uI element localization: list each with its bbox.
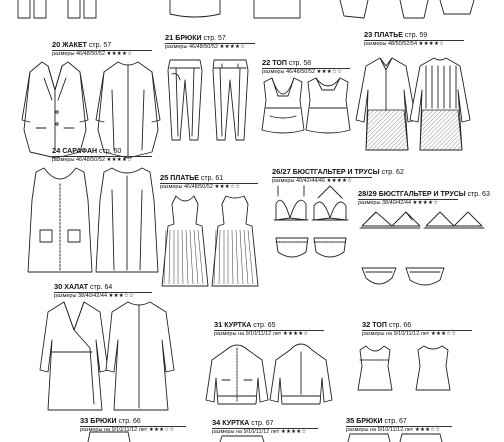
item-page: стр. 60 (99, 148, 122, 155)
item-page: стр. 59 (404, 32, 428, 39)
size-range: размеры на 9/10/11/12 лет (212, 429, 280, 435)
item-24-title (52, 147, 121, 155)
item-22-title (262, 59, 311, 67)
item-25-sizes (160, 185, 240, 191)
sketch-top-32 (358, 346, 450, 390)
size-range: размеры на 9/10/11/12 лет (214, 331, 282, 337)
size-range: размеры 38/40/42/44 (358, 200, 412, 206)
item-page: стр. 57 (88, 42, 112, 49)
size-range: размеры 48/50/52/54 (364, 41, 418, 47)
item-number: 31 (214, 320, 223, 329)
item-32-sizes (362, 332, 457, 338)
item-number: 20 (52, 40, 61, 49)
difficulty-stars: ★★★★☆ (326, 178, 353, 184)
difficulty-stars: ★★★★☆ (282, 331, 309, 337)
item-page: стр. 67 (251, 420, 274, 427)
size-range: размеры 46/48/50/52 (160, 184, 214, 190)
item-name: БЮСТГАЛЬТЕР И ТРУСЫ (292, 169, 380, 176)
sketch-jacket-31 (206, 344, 332, 404)
sketch-sarafan-24 (28, 168, 158, 272)
item-name: БРЮКИ (175, 35, 202, 42)
item-35-title (346, 417, 407, 425)
item-number: 26/27 (272, 167, 291, 176)
item-page: стр. 66 (388, 322, 412, 329)
item-page: стр. 67 (384, 418, 407, 425)
difficulty-stars: ★★★★☆ (418, 41, 445, 47)
item-number: 25 (160, 173, 169, 182)
difficulty-stars: ★★★★☆ (412, 200, 439, 206)
item-name: БРЮКИ (356, 418, 383, 425)
item-33-title (80, 417, 141, 425)
top-cropped-sketches (18, 0, 474, 18)
item-number: 33 (80, 416, 89, 425)
item-35-sizes (346, 428, 441, 434)
difficulty-stars: ★★★☆☆ (148, 427, 175, 433)
difficulty-stars: ★★★☆☆ (108, 293, 135, 299)
item-number: 22 (262, 58, 271, 67)
size-range: размеры 40/42/44/46 (272, 178, 326, 184)
item-30-sizes (54, 294, 134, 300)
difficulty-stars: ★★★☆☆ (214, 184, 241, 190)
size-range: размеры на 9/10/11/12 лет (80, 427, 148, 433)
item-2627-sizes (272, 179, 352, 185)
item-23-sizes (364, 42, 444, 48)
item-name: БРЮКИ (90, 418, 117, 425)
item-page: стр. 57 (203, 35, 226, 42)
item-name: ТОП (272, 60, 287, 67)
item-page: стр. 61 (200, 175, 224, 182)
item-name: ЖАКЕТ (62, 42, 87, 49)
size-range: размеры 46/48/50/52 (165, 44, 219, 50)
difficulty-stars: ★★★☆☆ (316, 69, 343, 75)
size-range: размеры на 9/10/11/12 лет (346, 427, 414, 433)
size-range: размеры 46/48/50/52 (52, 51, 106, 57)
item-21-sizes (165, 45, 245, 51)
item-name: ПЛАТЬЕ (374, 32, 403, 39)
item-name: ХАЛАТ (64, 284, 89, 291)
item-name: КУРТКА (222, 420, 250, 427)
item-page: стр. 63 (467, 191, 490, 198)
item-page: стр. 62 (381, 169, 404, 176)
sketch-lingerie-2829 (360, 212, 484, 285)
item-name: БЮСТГАЛЬТЕР И ТРУСЫ (378, 191, 466, 198)
item-number: 28/29 (358, 189, 377, 198)
item-name: ТОП (372, 322, 387, 329)
item-number: 32 (362, 320, 371, 329)
item-23-title (364, 31, 427, 39)
difficulty-stars: ★★★☆☆ (414, 427, 441, 433)
difficulty-stars: ★★★★☆ (219, 44, 246, 50)
item-22-sizes (262, 70, 342, 76)
item-page: стр. 58 (288, 60, 312, 67)
item-24-sizes (52, 158, 132, 164)
item-page: стр. 64 (89, 284, 113, 291)
item-number: 21 (165, 33, 174, 42)
item-20-sizes (52, 52, 132, 58)
sketch-dress-25 (162, 196, 258, 286)
item-number: 23 (364, 30, 373, 39)
size-range: размеры 38/40/42/44 (54, 293, 108, 299)
size-range: размеры 46/48/50/52 (262, 69, 316, 75)
sketch-top-22 (262, 78, 350, 133)
sketch-lingerie-2627 (274, 186, 348, 257)
difficulty-stars: ★★★★☆ (280, 429, 307, 435)
difficulty-stars: ★★★★☆ (106, 157, 133, 163)
item-page: стр. 65 (253, 322, 276, 329)
difficulty-stars: ★★★★☆ (106, 51, 133, 57)
item-32-title (362, 321, 411, 329)
item-number: 24 (52, 146, 61, 155)
item-30-title (54, 283, 112, 291)
item-34-sizes (212, 430, 307, 436)
item-2627-title (272, 168, 404, 176)
item-21-title (165, 34, 226, 42)
size-range: размеры на 9/10/11/12 лет (362, 331, 430, 337)
item-33-sizes (80, 428, 175, 434)
item-31-title (214, 321, 276, 329)
item-name: КУРТКА (224, 322, 252, 329)
item-25-title (160, 174, 223, 182)
item-number: 34 (212, 418, 221, 427)
item-31-sizes (214, 332, 309, 338)
item-name: ПЛАТЬЕ (170, 175, 199, 182)
difficulty-stars: ★★★☆☆ (430, 331, 457, 337)
sketch-dress-23 (356, 58, 470, 150)
item-20-title (52, 41, 111, 49)
size-range: размеры 46/48/50/52 (52, 157, 106, 163)
item-number: 30 (54, 282, 63, 291)
sketch-trousers-21 (168, 60, 248, 140)
item-name: САРАФАН (62, 148, 98, 155)
sketch-jacket-20 (22, 62, 160, 158)
sketch-robe-30 (40, 302, 174, 410)
item-2829-sizes (358, 201, 438, 207)
item-2829-title (358, 190, 490, 198)
item-34-title (212, 419, 274, 427)
item-page: стр. 66 (118, 418, 141, 425)
item-number: 35 (346, 416, 355, 425)
